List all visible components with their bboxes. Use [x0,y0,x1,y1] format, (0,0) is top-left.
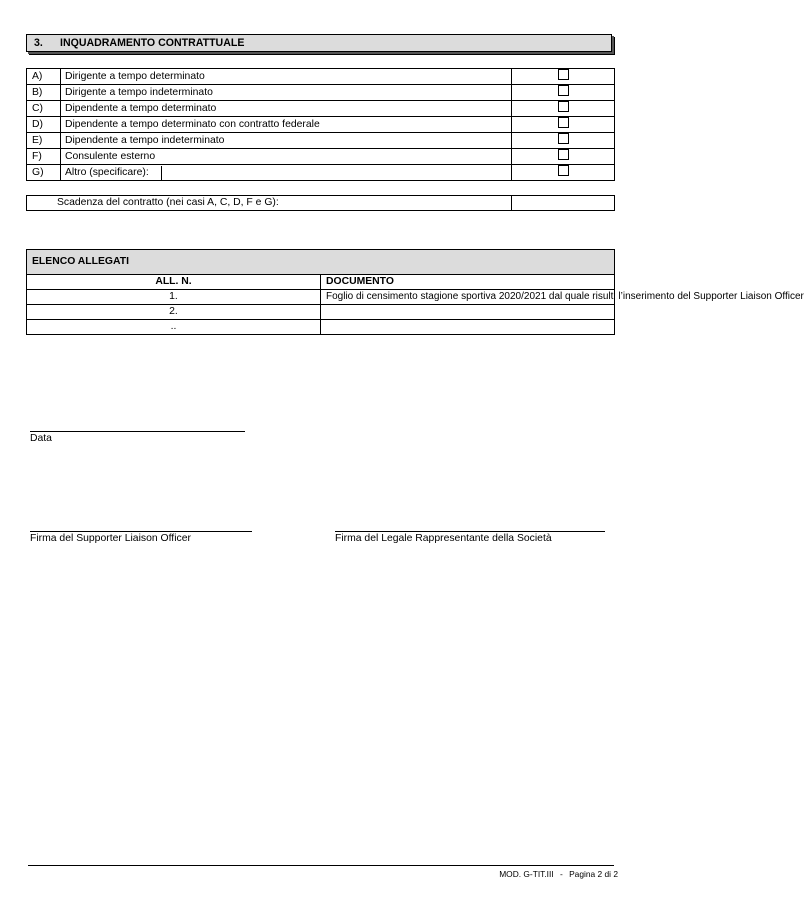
deadline-label: Scadenza del contratto (nei casi A, C, D, F e G): [27,196,512,211]
section-number: 3. [34,37,43,49]
deadline-field[interactable] [512,196,615,211]
attachment-row [27,305,615,320]
checkbox-b[interactable] [558,85,569,96]
contract-row-e [27,133,615,149]
contract-checkbox-cell[interactable] [512,133,615,149]
contract-code: E) [27,133,61,149]
attachments-title: ELENCO ALLEGATI [27,250,615,275]
contract-label: Altro (specificare): [61,166,162,180]
contract-checkbox-cell[interactable] [512,101,615,117]
attachment-number: .. [27,320,321,335]
contract-deadline-table [26,195,615,211]
attachment-document[interactable] [321,320,615,335]
contract-label: Dipendente a tempo determinato con contratto federale [61,117,512,133]
contract-label: Dipendente a tempo determinato [61,101,512,117]
contract-row-a [27,69,615,85]
attachment-row [27,320,615,335]
section-header [26,34,612,52]
attachment-number: 1. [27,290,321,305]
contract-row-f [27,149,615,165]
footer-separator: - [559,869,563,879]
page-footer [499,869,618,879]
checkbox-g[interactable] [558,165,569,176]
attachment-number: 2. [27,305,321,320]
contract-row-c [27,101,615,117]
contract-code: G) [27,165,61,181]
attachment-document[interactable] [321,305,615,320]
contract-checkbox-cell[interactable] [512,117,615,133]
contract-checkbox-cell[interactable] [512,85,615,101]
footer-divider [28,865,614,866]
section-title: INQUADRAMENTO CONTRATTUALE [60,37,245,49]
checkbox-e[interactable] [558,133,569,144]
checkbox-f[interactable] [558,149,569,160]
contract-type-table [26,68,615,181]
date-line[interactable] [30,431,245,432]
attachment-document[interactable]: Foglio di censimento stagione sportiva 2020/2021 dal quale risulti l’inserimento del Supporter Liaison Officer [321,290,615,305]
attachment-row [27,290,615,305]
col-document-header: DOCUMENTO [321,275,615,290]
slo-signature-label: Firma del Supporter Liaison Officer [30,533,191,544]
contract-label: Consulente esterno [61,149,512,165]
contract-code: A) [27,69,61,85]
contract-checkbox-cell[interactable] [512,165,615,181]
slo-signature-line[interactable] [30,531,252,532]
contract-code: F) [27,149,61,165]
contract-label: Dirigente a tempo indeterminato [61,85,512,101]
page-number: Pagina 2 di 2 [569,869,618,879]
contract-label: Dipendente a tempo indeterminato [61,133,512,149]
attachments-table [26,249,804,335]
contract-row-d [27,117,615,133]
contract-code: B) [27,85,61,101]
contract-code: D) [27,117,61,133]
contract-label-cell [61,165,512,181]
legal-signature-line[interactable] [335,531,605,532]
contract-row-b [27,85,615,101]
contract-row-g [27,165,615,181]
checkbox-d[interactable] [558,117,569,128]
checkbox-c[interactable] [558,101,569,112]
col-number-header: ALL. N. [27,275,321,290]
contract-label: Dirigente a tempo determinato [61,69,512,85]
contract-checkbox-cell[interactable] [512,69,615,85]
contract-checkbox-cell[interactable] [512,149,615,165]
contract-code: C) [27,101,61,117]
form-code: MOD. G-TIT.III [499,869,554,879]
checkbox-a[interactable] [558,69,569,80]
legal-signature-label: Firma del Legale Rappresentante della Società [335,533,552,544]
date-label: Data [30,433,52,444]
